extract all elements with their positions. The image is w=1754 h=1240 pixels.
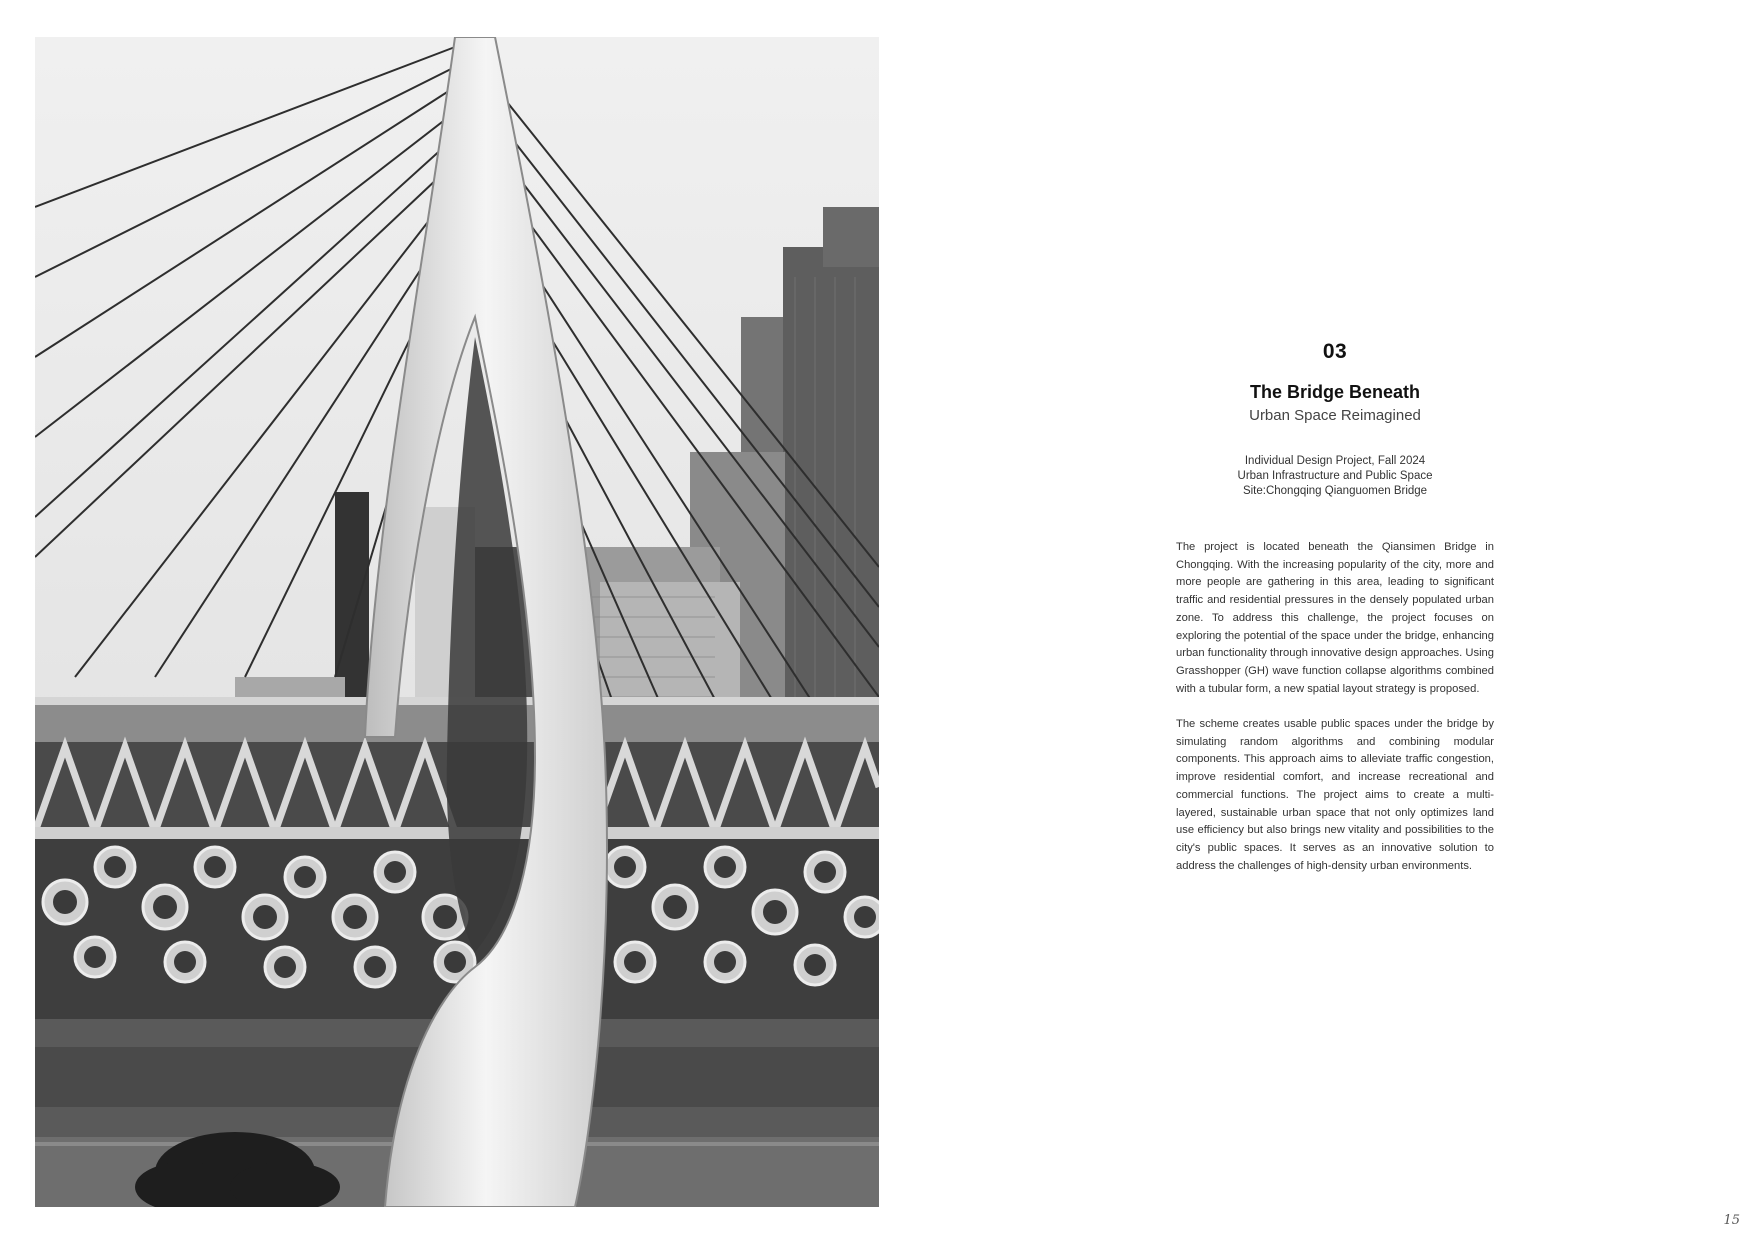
bridge-photo-illustration [35, 37, 879, 1207]
project-meta-site: Site:Chongqing Qianguomen Bridge [1242, 485, 1428, 497]
project-number: 03 [1322, 340, 1348, 363]
description-paragraph-2: The scheme creates usable public spaces under the bridge by simulating random algorithms and combining modular components. This approach aims to alleviate traffic congestion, improve residential comfort, and increase recreational and commercial functions. The project aims to create a multi-layered, sustainable urban space that not only optimizes land use efficiency but also brings new vitality and possibilities to the city's public spaces. It serves as an innovative solution to address the challenges of high-density urban environments. [1176, 718, 1494, 872]
project-meta-topic: Urban Infrastructure and Public Space [1237, 470, 1433, 482]
project-description [1176, 539, 1494, 875]
project-subtitle: Urban Space Reimagined [1249, 407, 1421, 424]
page-number: 15 [1723, 1213, 1740, 1228]
project-meta [1176, 454, 1494, 499]
bridge-photo [35, 37, 879, 1207]
project-meta-type: Individual Design Project, Fall 2024 [1244, 455, 1426, 467]
project-description-column [1176, 340, 1494, 893]
description-paragraph-1: The project is located beneath the Qiansimen Bridge in Chongqing. With the increasing popularity of the city, more and more people are gathering in this area, leading to significant traffic and residential pressures in the densely populated urban zone. To address this challenge, the project focuses on exploring the potential of the space under the bridge, enhancing urban functionality through innovative design approaches. Using Grasshopper (GH) wave function collapse algorithms combined with a tubular form, a new spatial layout strategy is proposed. [1176, 541, 1494, 695]
project-title: The Bridge Beneath [1249, 382, 1421, 402]
